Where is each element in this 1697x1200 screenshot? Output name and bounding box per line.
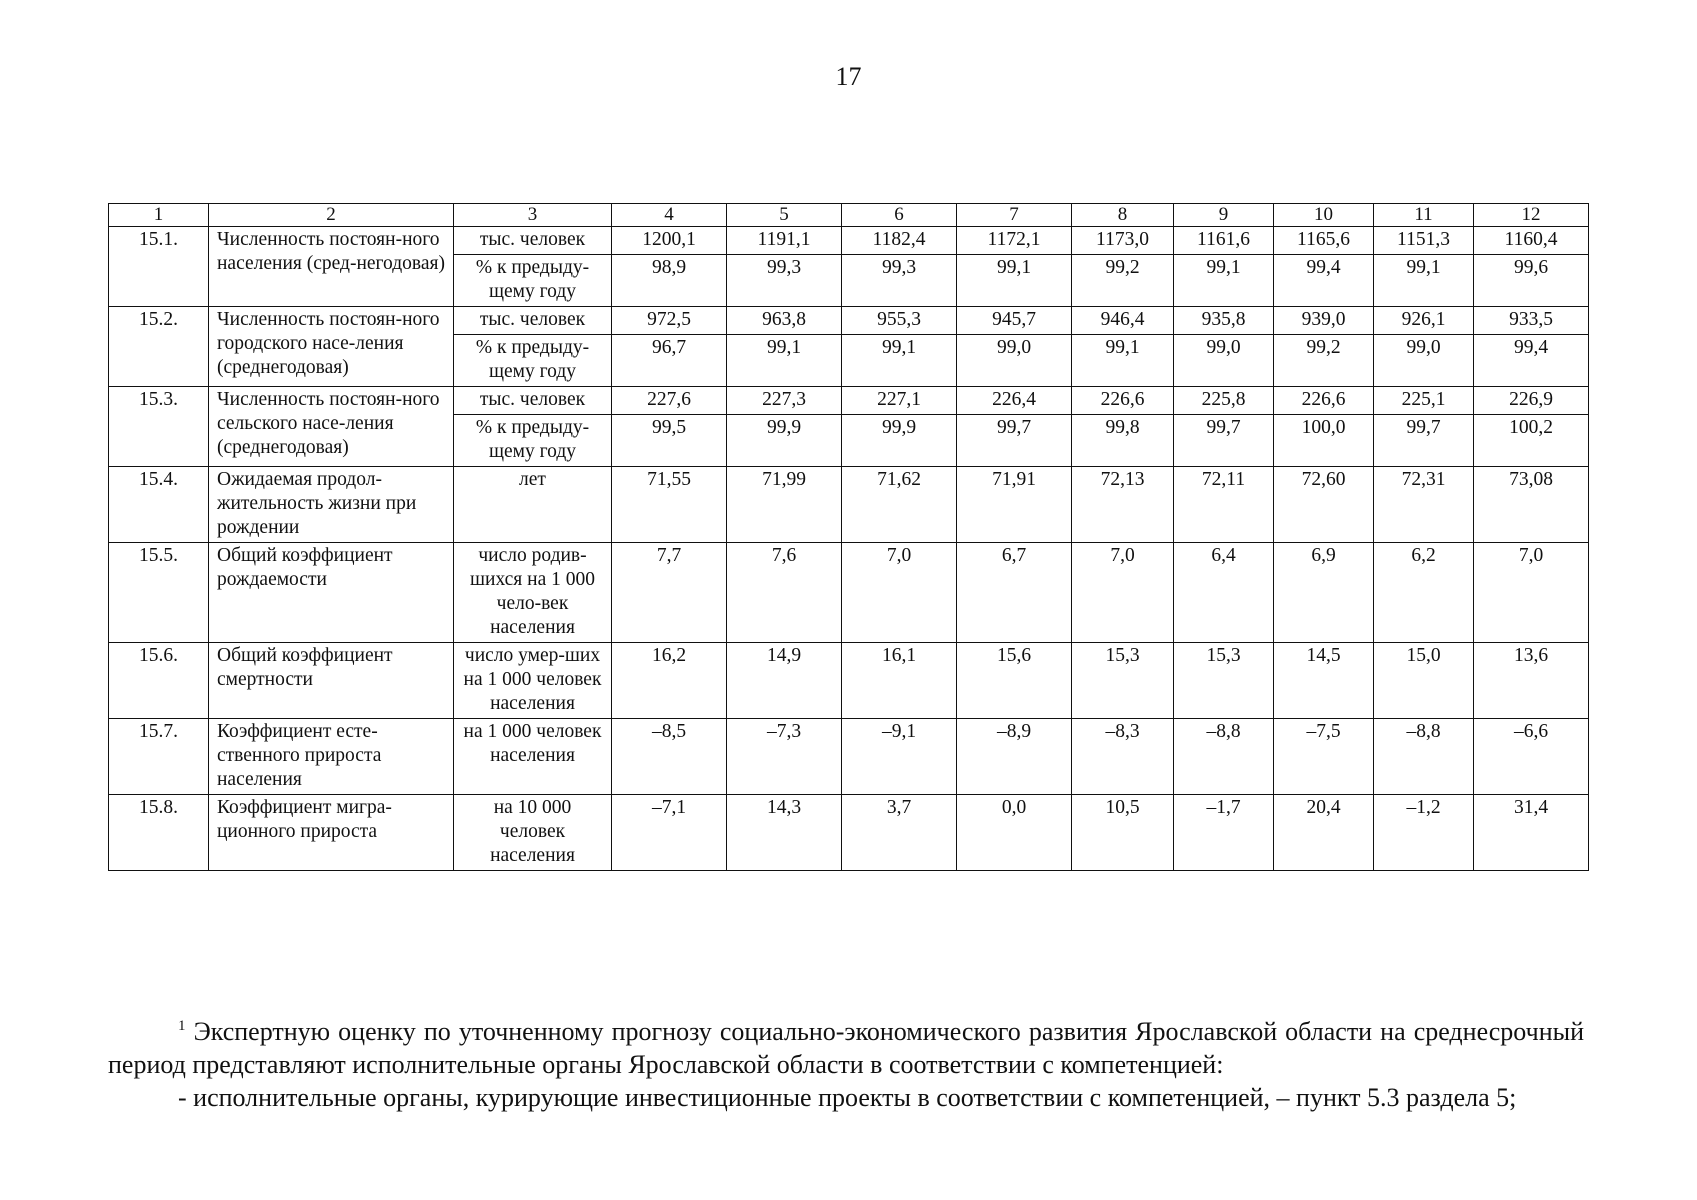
value-cell: 100,0: [1274, 415, 1374, 467]
row-number: 15.5.: [109, 543, 209, 643]
value-cell: 6,9: [1274, 543, 1374, 643]
value-cell: 99,1: [1072, 335, 1174, 387]
value-cell: 14,5: [1274, 643, 1374, 719]
value-cell: 7,6: [727, 543, 842, 643]
header-cell: 6: [842, 204, 957, 227]
value-cell: 99,4: [1474, 335, 1589, 387]
value-cell: –7,5: [1274, 719, 1374, 795]
value-cell: 933,5: [1474, 307, 1589, 335]
value-cell: 926,1: [1374, 307, 1474, 335]
row-number: 15.4.: [109, 467, 209, 543]
value-cell: 96,7: [612, 335, 727, 387]
table-row: [109, 795, 1589, 871]
table-row: [109, 643, 1589, 719]
value-cell: 99,7: [1374, 415, 1474, 467]
indicator-label: Численность постоян-ного городского насе-ления (среднегодовая): [209, 307, 454, 387]
value-cell: –8,5: [612, 719, 727, 795]
value-cell: 6,4: [1174, 543, 1274, 643]
unit-cell: число умер-ших на 1 000 человек населения: [454, 643, 612, 719]
value-cell: 71,99: [727, 467, 842, 543]
value-cell: 7,0: [1072, 543, 1174, 643]
value-cell: 71,62: [842, 467, 957, 543]
value-cell: 227,3: [727, 387, 842, 415]
value-cell: 226,6: [1072, 387, 1174, 415]
value-cell: 226,4: [957, 387, 1072, 415]
footnote: [108, 1010, 1584, 1114]
value-cell: 945,7: [957, 307, 1072, 335]
value-cell: 227,1: [842, 387, 957, 415]
value-cell: 6,7: [957, 543, 1072, 643]
value-cell: 99,9: [842, 415, 957, 467]
header-cell: 8: [1072, 204, 1174, 227]
unit-cell: на 1 000 человек населения: [454, 719, 612, 795]
value-cell: –8,8: [1174, 719, 1274, 795]
header-cell: 12: [1474, 204, 1589, 227]
value-cell: –7,3: [727, 719, 842, 795]
value-cell: 14,3: [727, 795, 842, 871]
value-cell: 99,1: [842, 335, 957, 387]
forecast-table: [108, 203, 1589, 871]
value-cell: 99,7: [957, 415, 1072, 467]
value-cell: 99,3: [842, 255, 957, 307]
table-row: [109, 307, 1589, 335]
value-cell: 225,8: [1174, 387, 1274, 415]
value-cell: –8,8: [1374, 719, 1474, 795]
value-cell: 946,4: [1072, 307, 1174, 335]
unit-cell: число родив-шихся на 1 000 чело-век населения: [454, 543, 612, 643]
value-cell: 72,13: [1072, 467, 1174, 543]
value-cell: 15,3: [1072, 643, 1174, 719]
row-number: 15.3.: [109, 387, 209, 467]
value-cell: 73,08: [1474, 467, 1589, 543]
indicator-label: Ожидаемая продол-жительность жизни при рождении: [209, 467, 454, 543]
row-number: 15.6.: [109, 643, 209, 719]
value-cell: 939,0: [1274, 307, 1374, 335]
unit-cell: тыс. человек: [454, 307, 612, 335]
value-cell: 227,6: [612, 387, 727, 415]
unit-cell: на 10 000 человек населения: [454, 795, 612, 871]
table-row: [109, 227, 1589, 255]
value-cell: 16,2: [612, 643, 727, 719]
value-cell: 14,9: [727, 643, 842, 719]
row-number: 15.8.: [109, 795, 209, 871]
header-cell: 4: [612, 204, 727, 227]
table-row: [109, 387, 1589, 415]
value-cell: 935,8: [1174, 307, 1274, 335]
value-cell: –1,7: [1174, 795, 1274, 871]
header-cell: 5: [727, 204, 842, 227]
unit-cell: % к предыду-щему году: [454, 415, 612, 467]
value-cell: 226,6: [1274, 387, 1374, 415]
value-cell: –9,1: [842, 719, 957, 795]
value-cell: 99,1: [727, 335, 842, 387]
value-cell: 99,5: [612, 415, 727, 467]
header-cell: 9: [1174, 204, 1274, 227]
value-cell: –8,3: [1072, 719, 1174, 795]
value-cell: 1200,1: [612, 227, 727, 255]
value-cell: 3,7: [842, 795, 957, 871]
value-cell: 13,6: [1474, 643, 1589, 719]
value-cell: 99,4: [1274, 255, 1374, 307]
value-cell: 15,6: [957, 643, 1072, 719]
value-cell: –6,6: [1474, 719, 1589, 795]
indicator-label: Коэффициент мигра-ционного прироста: [209, 795, 454, 871]
value-cell: 1151,3: [1374, 227, 1474, 255]
value-cell: 1191,1: [727, 227, 842, 255]
row-number: 15.2.: [109, 307, 209, 387]
value-cell: 98,9: [612, 255, 727, 307]
indicator-label: Общий коэффициент рождаемости: [209, 543, 454, 643]
header-cell: 2: [209, 204, 454, 227]
table-body: [109, 204, 1589, 871]
value-cell: 99,3: [727, 255, 842, 307]
value-cell: 100,2: [1474, 415, 1589, 467]
value-cell: 1172,1: [957, 227, 1072, 255]
footnote-paragraph-1: [108, 1010, 1584, 1081]
header-row: [109, 204, 1589, 227]
indicator-label: Общий коэффициент смертности: [209, 643, 454, 719]
row-number: 15.7.: [109, 719, 209, 795]
value-cell: 99,1: [1174, 255, 1274, 307]
value-cell: 15,0: [1374, 643, 1474, 719]
unit-cell: % к предыду-щему году: [454, 255, 612, 307]
table-row: [109, 543, 1589, 643]
table-row: [109, 467, 1589, 543]
value-cell: 1182,4: [842, 227, 957, 255]
value-cell: 7,7: [612, 543, 727, 643]
value-cell: 99,8: [1072, 415, 1174, 467]
header-cell: 10: [1274, 204, 1374, 227]
value-cell: 31,4: [1474, 795, 1589, 871]
value-cell: 99,0: [957, 335, 1072, 387]
header-cell: 3: [454, 204, 612, 227]
indicator-label: Численность постоян-ного населения (сред-негодовая): [209, 227, 454, 307]
value-cell: 99,1: [1374, 255, 1474, 307]
value-cell: 71,55: [612, 467, 727, 543]
value-cell: 6,2: [1374, 543, 1474, 643]
value-cell: 226,9: [1474, 387, 1589, 415]
value-cell: 99,0: [1374, 335, 1474, 387]
header-cell: 11: [1374, 204, 1474, 227]
value-cell: –8,9: [957, 719, 1072, 795]
value-cell: 72,31: [1374, 467, 1474, 543]
value-cell: 10,5: [1072, 795, 1174, 871]
page-number: 17: [835, 62, 862, 91]
value-cell: 71,91: [957, 467, 1072, 543]
value-cell: 1165,6: [1274, 227, 1374, 255]
value-cell: 99,0: [1174, 335, 1274, 387]
value-cell: 99,1: [957, 255, 1072, 307]
value-cell: 1173,0: [1072, 227, 1174, 255]
value-cell: 72,11: [1174, 467, 1274, 543]
value-cell: –7,1: [612, 795, 727, 871]
value-cell: 72,60: [1274, 467, 1374, 543]
value-cell: 955,3: [842, 307, 957, 335]
value-cell: 963,8: [727, 307, 842, 335]
value-cell: 20,4: [1274, 795, 1374, 871]
header-cell: 7: [957, 204, 1072, 227]
footnote-marker: 1: [178, 1018, 186, 1034]
value-cell: 99,2: [1274, 335, 1374, 387]
footnote-text-1: Экспертную оценку по уточненному прогнозу социально-экономического развития Ярославской области на среднесрочный период представляют исполнительные органы Ярославской области в соответствии с компетенцией:: [108, 1017, 1585, 1079]
value-cell: 1160,4: [1474, 227, 1589, 255]
value-cell: 99,6: [1474, 255, 1589, 307]
value-cell: 99,9: [727, 415, 842, 467]
unit-cell: % к предыду-щему году: [454, 335, 612, 387]
value-cell: –1,2: [1374, 795, 1474, 871]
row-number: 15.1.: [109, 227, 209, 307]
value-cell: 99,2: [1072, 255, 1174, 307]
value-cell: 972,5: [612, 307, 727, 335]
footnote-paragraph-2: - исполнительные органы, курирующие инвестиционные проекты в соответствии с компетенцией, – пункт 5.3 раздела 5;: [178, 1083, 1517, 1112]
value-cell: 7,0: [1474, 543, 1589, 643]
value-cell: 225,1: [1374, 387, 1474, 415]
value-cell: 99,7: [1174, 415, 1274, 467]
value-cell: 16,1: [842, 643, 957, 719]
table-row: [109, 719, 1589, 795]
indicator-label: Численность постоян-ного сельского насе-ления (среднегодовая): [209, 387, 454, 467]
indicator-label: Коэффициент есте-ственного прироста населения: [209, 719, 454, 795]
unit-cell: тыс. человек: [454, 387, 612, 415]
header-cell: 1: [109, 204, 209, 227]
value-cell: 15,3: [1174, 643, 1274, 719]
unit-cell: тыс. человек: [454, 227, 612, 255]
value-cell: 0,0: [957, 795, 1072, 871]
unit-cell: лет: [454, 467, 612, 543]
value-cell: 1161,6: [1174, 227, 1274, 255]
value-cell: 7,0: [842, 543, 957, 643]
